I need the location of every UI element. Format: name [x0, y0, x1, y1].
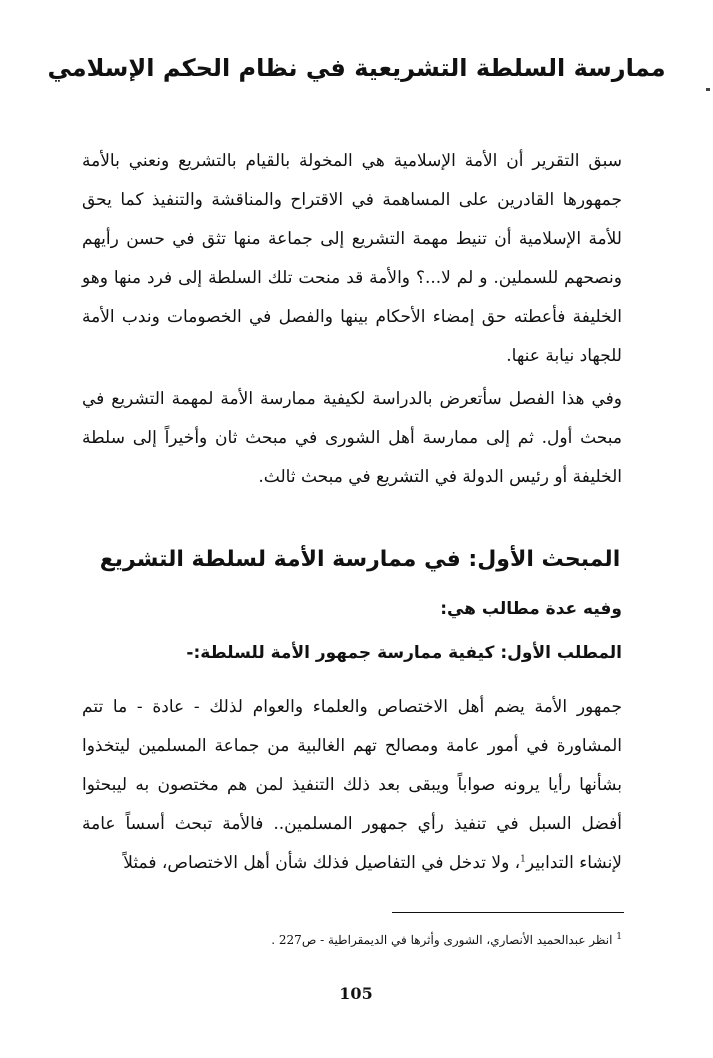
footnote-reference: 1	[520, 854, 526, 865]
body-paragraph	[82, 688, 622, 883]
body-paragraph-tail: ، ولا تدخل في التفاصيل فذلك شأن أهل الاختصاص، فمثلاً	[123, 853, 521, 873]
subsection-heading: المطلب الأول: كيفية ممارسة جمهور الأمة للسلطة:-	[186, 643, 622, 663]
section-intro: وفيه عدة مطالب هي:	[440, 599, 622, 619]
footnote-text: انظر عبدالحميد الأنصاري، الشورى وأثرها في الديمقراطية - ص227 .	[271, 933, 613, 947]
footnote-divider	[392, 912, 624, 913]
chapter-title: ممارسة السلطة التشريعية في نظام الحكم الإسلامي	[47, 54, 666, 82]
plan-paragraph: وفي هذا الفصل سأتعرض بالدراسة لكيفية ممارسة الأمة لمهمة التشريع في مبحث أول. ثم إلى ممارسة أهل الشورى في مبحث ثان وأخيراً إلى سلطة الخليفة أو رئيس الدولة في التشريع في مبحث ثالث.	[82, 389, 622, 487]
body-paragraph-main: جمهور الأمة يضم أهل الاختصاص والعلماء والعوام لذلك - عادة - ما تتم المشاورة في أمور عامة ومصالح تهم الغالبية من جماعة المسلمين ليتخذوا بشأنها رأيا يرونه صواباً ويبقى بعد ذلك التنفيذ لمن هم مختصون به ليبحثوا أفضل السبل في تنفيذ رأي جمهور المسلمين.. فالأمة تبحث أسساً عامة لإنشاء التدابير	[82, 697, 622, 873]
section-heading: المبحث الأول: في ممارسة الأمة لسلطة التشريع	[99, 547, 621, 572]
intro-paragraph: سبق التقرير أن الأمة الإسلامية هي المخولة بالقيام بالتشريع ونعني بالأمة جمهورها القادرين على المساهمة في الاقتراح والمناقشة والتنفيذ كما يحق للأمة الإسلامية أن تنيط مهمة التشريع إلى جماعة منها تثق في حسن رأيهم ونصحهم للسملين. و لم لا...؟ والأمة قد منحت تلك السلطة إلى فرد منها وهو الخليفة فأعطته حق إمضاء الأحكام بينها والفصل في الخصومات وندب الأمة للجهاد نيابة عنها.	[82, 151, 622, 366]
footnote-number: 1	[616, 932, 622, 942]
page-number: 105	[339, 984, 373, 1003]
footnote	[82, 930, 622, 950]
margin-mark	[706, 88, 710, 91]
